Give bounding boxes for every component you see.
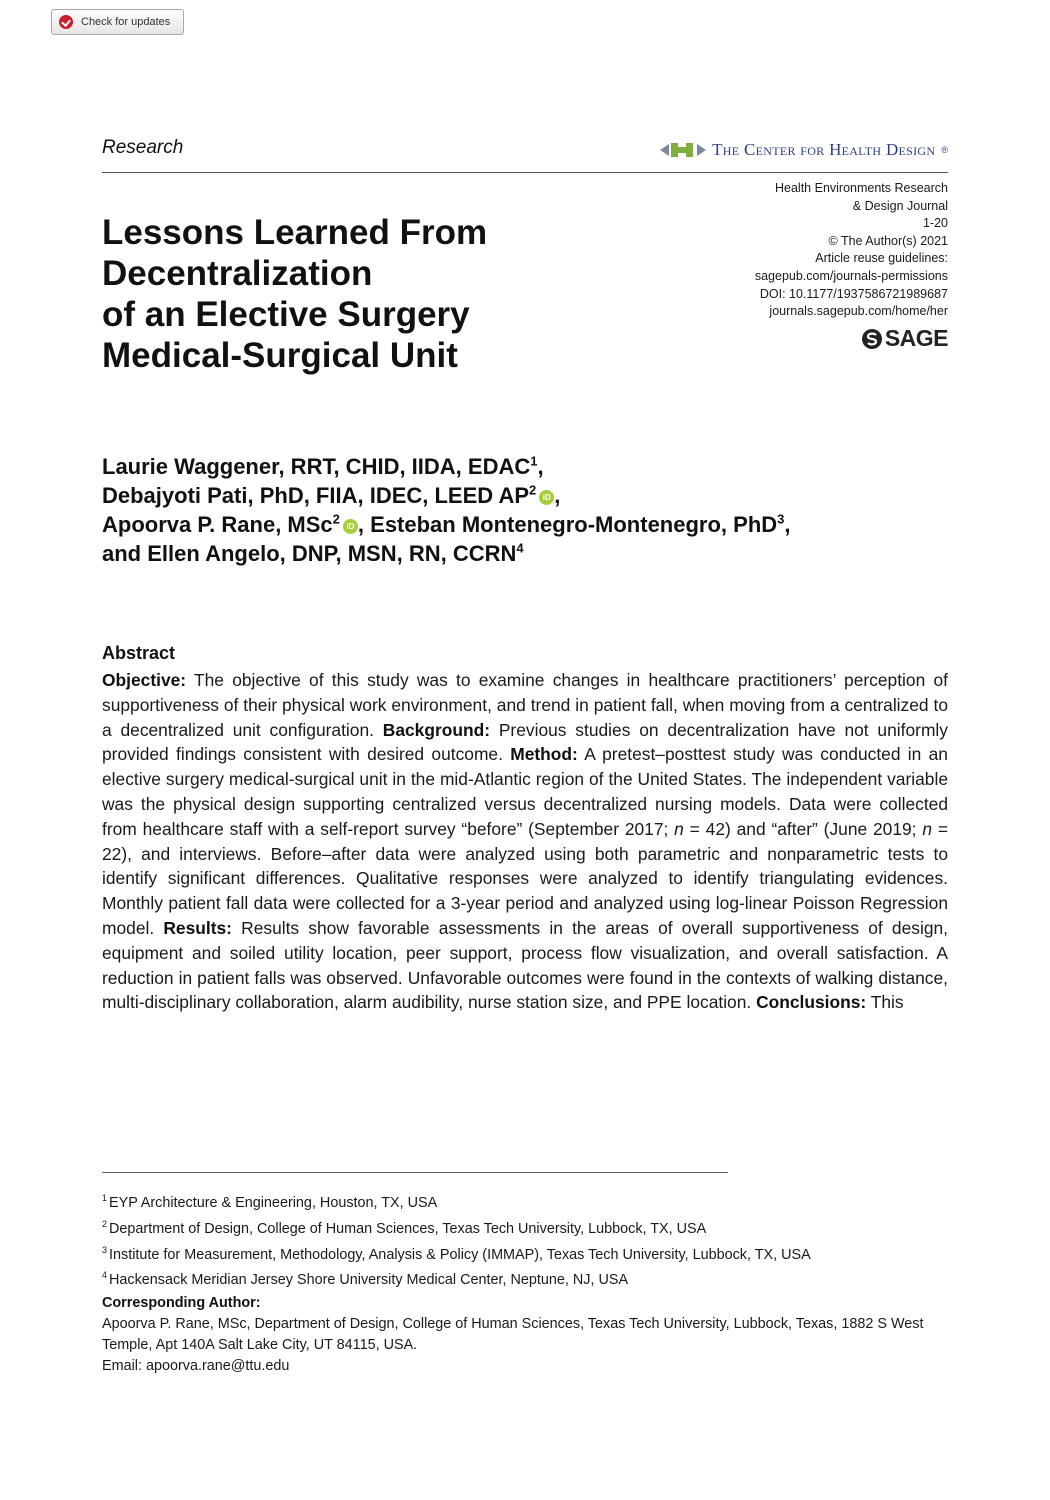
corresponding-author: [102, 1293, 948, 1377]
affiliation-text: Department of Design, College of Human Sciences, Texas Tech University, Lubbock, TX, USA: [109, 1220, 707, 1237]
affiliation-item: [102, 1265, 948, 1291]
sage-logo-text: SAGE: [884, 325, 948, 351]
background-label: Background:: [382, 719, 491, 740]
affiliation-item: [102, 1240, 948, 1266]
method-text: = 22), and interviews. Before–after data were analyzed using both parametric and nonparametric tests to identify significant differences. Qualitative responses were analyzed to identify triangulating evidences. Monthly patient fall data were collected for a 3-year period and analyzed using log-linear Poisson Regression model.: [102, 818, 948, 938]
journal-link[interactable]: journals.sagepub.com/home/her: [769, 304, 948, 319]
n-symbol: n: [674, 818, 684, 839]
section-label: Research: [102, 137, 184, 158]
affiliation-mark: 2: [332, 511, 340, 527]
affiliation-text: EYP Architecture & Engineering, Houston, TX, USA: [109, 1194, 438, 1211]
title-line: Medical-Surgical Unit: [102, 336, 458, 375]
corresponding-address: Apoorva P. Rane, MSc, Department of Design, College of Human Sciences, Texas Tech University, Lubbock, Texas, 1882 S West Temple, Apt 140A Salt Lake City, UT 84115, USA.: [102, 1316, 924, 1353]
sage-logo: [861, 325, 948, 352]
title-line: of an Elective Surgery: [102, 295, 470, 334]
affiliations: [102, 1188, 948, 1291]
affiliation-item: [102, 1214, 948, 1240]
affiliation-number: 2: [102, 1218, 108, 1229]
background-text: Previous studies on decentralization have not uniformly provided findings consistent with desired outcome.: [102, 719, 948, 765]
affiliation-number: 1: [102, 1193, 108, 1203]
affiliation-mark: 2: [529, 482, 537, 498]
affiliation-number: 3: [102, 1244, 108, 1255]
conclusions-label: Conclusions:: [756, 992, 867, 1013]
conclusions-text: This: [866, 992, 904, 1013]
results-label: Results:: [163, 917, 232, 938]
affiliation-mark: 1: [530, 453, 538, 469]
author-name: Apoorva P. Rane, MSc: [102, 512, 333, 537]
method-text: A pretest–posttest study was conducted in an elective surgery medical-surgical unit in the mid-Atlantic region of the United States. The independent variable was the physical design supporting centralized versus decentralized nursing models. Data were collected from healthcare staff with a self-report survey “before” (September 2017;: [102, 744, 948, 839]
reuse-link[interactable]: sagepub.com/journals-permissions: [754, 268, 948, 283]
affiliation-text: Institute for Measurement, Methodology, Analysis & Policy (IMMAP), Texas Tech University, Lubbock, TX, USA: [109, 1246, 811, 1263]
corresponding-heading: Corresponding Author:: [102, 1295, 261, 1311]
affiliation-item: [102, 1188, 948, 1214]
objective-label: Objective:: [102, 670, 187, 690]
sage-s-icon: [861, 328, 883, 350]
publisher-logo: [660, 139, 948, 161]
check-updates-icon: [59, 15, 73, 29]
journal-name: Health Environments Research: [775, 181, 948, 195]
results-text: Results show favorable assessments in the areas of overall supportiveness of design, equipment and soiled utility location, peer support, process flow visualization, and overall satisfaction. A reduction in patient falls was observed. Unfavorable outcomes were found in the contexts of walking distance, multi-disciplinary collaboration, alarm audibility, nurse station size, and PPE location.: [102, 917, 948, 1013]
affiliation-mark: 4: [516, 540, 524, 556]
affiliation-number: 4: [102, 1270, 108, 1281]
author-name: Debajyoti Pati, PhD, FIIA, IDEC, LEED AP: [102, 483, 530, 508]
title-line: Decentralization: [102, 254, 373, 293]
footnote-divider: [102, 1172, 728, 1173]
corresponding-email[interactable]: Email: apoorva.rane@ttu.edu: [102, 1358, 290, 1374]
check-for-updates-label: Check for updates: [81, 16, 171, 28]
health-design-logo-icon: [660, 141, 706, 159]
article-title: [102, 212, 622, 376]
page-range: 1-20: [922, 216, 948, 231]
trademark-symbol: ®: [941, 145, 948, 155]
orcid-icon[interactable]: iD: [343, 519, 358, 534]
title-line: Lessons Learned From: [102, 213, 488, 252]
author-list: Laurie Waggener, RRT, CHID, IIDA, EDAC$^1$, Debajyoti Pati, PhD, FIIA, IDEC, LEED $AP^2$ iD , Apoorva P. Rane, MSc$^2$ iD , Esteban Montenegro-Montenegro, PhD$^3$, and Ellen Angelo, DNP, MSN, RN, CCRN$^4$: [102, 453, 791, 566]
objective-text: The objective of this study was to examine changes in healthcare practitioners’ perception of supportiveness of their physical work environment, and trend in patient fall, when moving from a centralized to a decentralized unit configuration.: [102, 670, 948, 740]
author-name: and Ellen Angelo, DNP, MSN, RN, CCRN: [102, 541, 517, 566]
reuse-label: Article reuse guidelines:: [815, 251, 948, 266]
method-text: = 42) and “after” (June 2019;: [683, 818, 923, 839]
journal-info: [648, 180, 948, 321]
copyright: © The Author(s) 2021: [828, 233, 948, 248]
method-label: Method:: [510, 744, 578, 765]
journal-name-cont: & Design Journal: [852, 198, 948, 213]
header-divider: [102, 172, 948, 173]
orcid-icon[interactable]: iD: [539, 490, 554, 505]
affiliation-text: Hackensack Meridian Jersey Shore University Medical Center, Neptune, NJ, USA: [109, 1272, 629, 1289]
affiliation-mark: 3: [777, 511, 785, 527]
abstract-heading: Abstract: [102, 643, 176, 663]
author-name: Laurie Waggener, RRT, CHID, IIDA, EDAC: [102, 454, 531, 479]
publisher-logo-text: The Center for Health Design: [712, 140, 936, 159]
abstract-body: [102, 668, 948, 1015]
check-for-updates-button[interactable]: [51, 9, 184, 35]
n-symbol: n: [922, 818, 933, 839]
doi[interactable]: DOI: 10.1177/1937586721989687: [759, 286, 948, 301]
author-name: Esteban Montenegro-Montenegro, PhD: [370, 512, 778, 537]
